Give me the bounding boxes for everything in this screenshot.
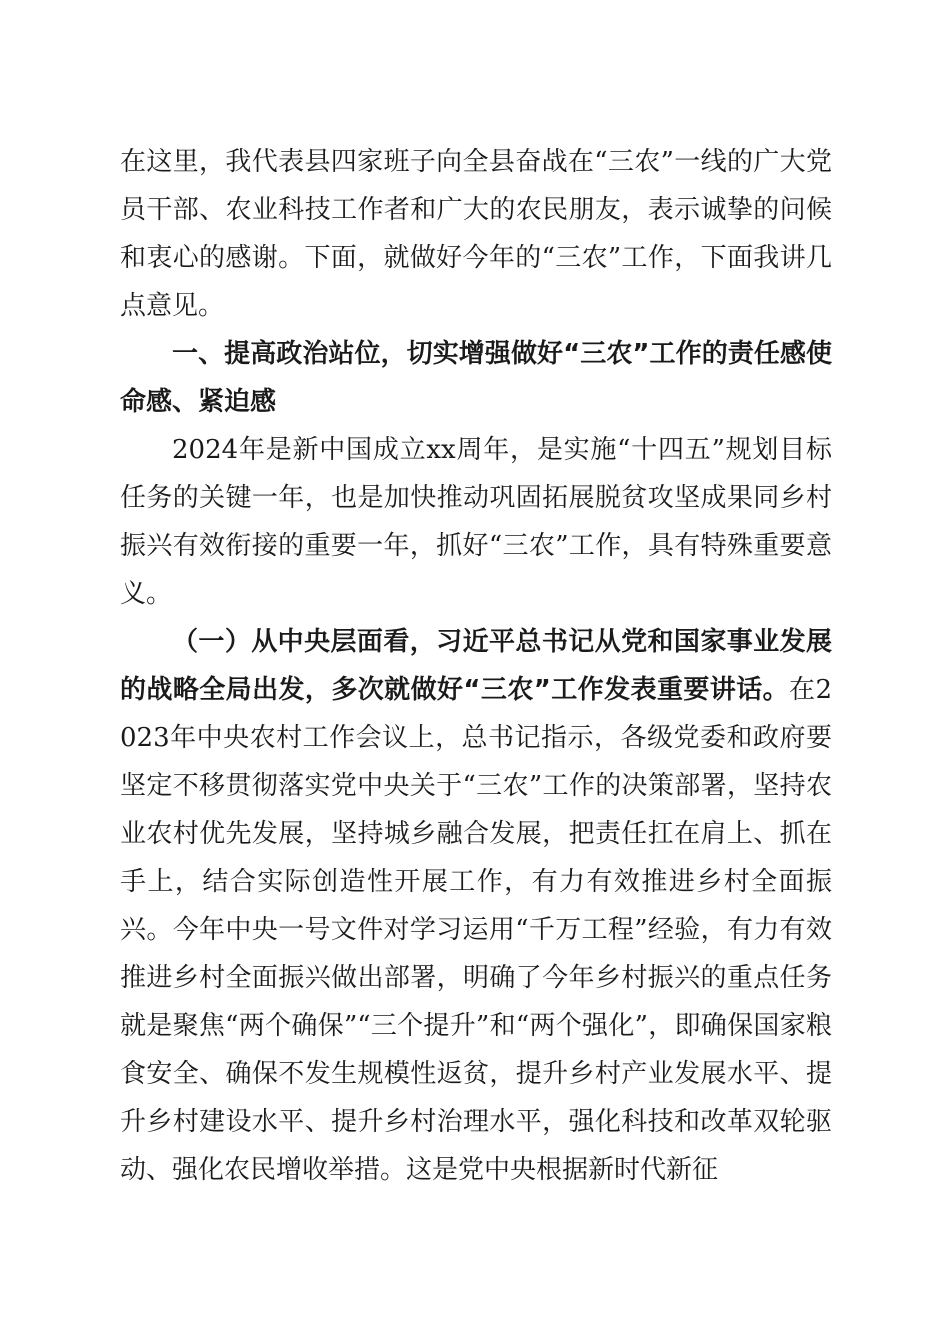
paragraph-2024-significance: 2024年是新中国成立xx周年，是实施“十四五”规划目标任务的关键一年，也是加快推动巩固拓展脱贫攻坚成果同乡村振兴有效衔接的重要一年，抓好“三农”工作，具有特殊重要意义。 — [120, 435, 832, 609]
paragraph-central-level-body: 在2023年中央农村工作会议上，总书记指示，各级党委和政府要坚定不移贯彻落实党中央关于“三农”工作的决策部署，坚持农业农村优先发展，坚持城乡融合发展，把责任扛在肩上、抓在手上，结合实际创造性开展工作，有力有效推进乡村全面振兴。今年中央一号文件对学习运用“千万工程”经验，有力有效推进乡村全面振兴做出部署，明确了今年乡村振兴的重点任务就是聚焦“两个确保”“三个提升”和“两个强化”，即确保国家粮食安全、确保不发生规模性返贫，提升乡村产业发展水平、提升乡村建设水平、提升乡村治理水平，强化科技和改革双轮驱动、强化农民增收举措。这是党中央根据新时代新征 — [120, 675, 832, 1185]
document-body — [120, 138, 832, 1194]
paragraph-opening: 在这里，我代表县四家班子向全县奋战在“三农”一线的广大党员干部、农业科技工作者和广大的农民朋友，表示诚挚的问候和衷心的感谢。下面，就做好今年的“三农”工作，下面我讲几点意见。 — [120, 147, 832, 321]
paragraph-central-level — [120, 618, 832, 1194]
section-heading-1: 一、提高政治站位，切实增强做好“三农”工作的责任感使命感、紧迫感 — [120, 339, 832, 417]
paragraph-central-level-lead: （一）从中央层面看，习近平总书记从党和国家事业发展的战略全局出发，多次就做好“三农”工作发表重要讲话。 — [120, 627, 832, 705]
